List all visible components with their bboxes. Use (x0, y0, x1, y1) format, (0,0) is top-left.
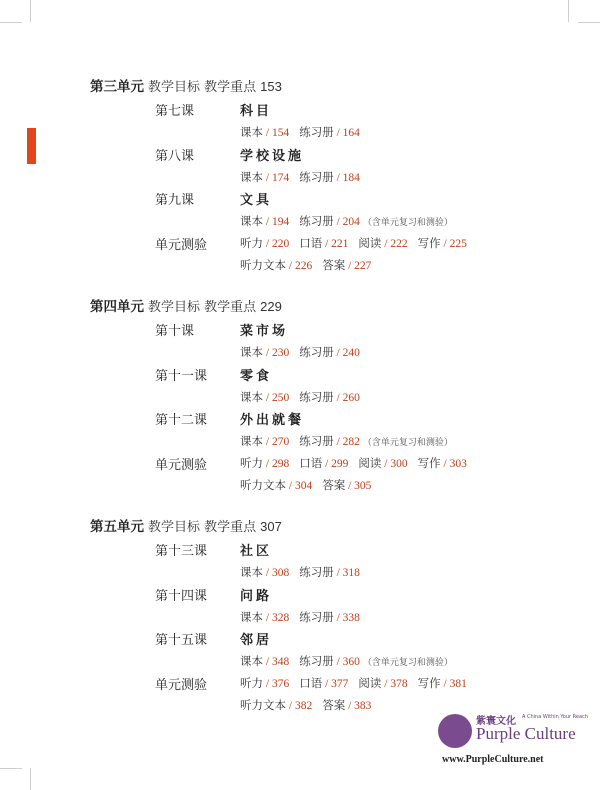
ref-page-number: 376 (271, 678, 290, 690)
ref-page-number: 230 (271, 347, 290, 359)
page-ref: 练习册 / 204 (299, 216, 360, 228)
ref-page-number: 338 (342, 612, 360, 624)
ref-label: 练习册 (299, 656, 334, 668)
lesson-title: 科目 (240, 104, 273, 119)
ref-label: 阅读 (358, 678, 382, 690)
lesson-title: 零食 (240, 369, 273, 384)
unit-test-row (155, 234, 585, 278)
ref-label: 答案 (322, 700, 346, 712)
unit-heading (90, 515, 590, 535)
page-ref: 口语 / 299 (299, 458, 349, 470)
ref-page-number: 305 (354, 480, 372, 492)
ref-label: 课本 (240, 347, 263, 359)
ref-page-number: 222 (390, 238, 408, 250)
unit-subtitle: 教学目标 教学重点 (148, 300, 257, 315)
unit-page-number: 153 (260, 79, 282, 94)
page-ref: 写作 / 303 (417, 458, 467, 470)
ref-label: 写作 (417, 678, 441, 690)
lesson-title: 学校设施 (240, 149, 305, 164)
lesson-row (155, 365, 585, 409)
section-marker (27, 128, 36, 164)
page-ref: 练习册 / 338 (299, 612, 360, 624)
crop-mark (568, 0, 569, 22)
ref-page-number: 240 (342, 347, 360, 359)
ref-label: 练习册 (299, 347, 334, 359)
page-ref: 课本 / 250 (240, 392, 290, 404)
ref-label: 课本 (240, 392, 263, 404)
page-ref: 听力 / 298 (240, 458, 290, 470)
unit-title: 第三单元 (90, 79, 144, 95)
lesson-name: 第八课 (155, 149, 195, 164)
ref-label: 练习册 (299, 612, 334, 624)
ref-label: 练习册 (299, 127, 334, 139)
ref-page-number: 184 (342, 172, 360, 184)
page-refs (240, 213, 453, 229)
lesson-row (155, 100, 585, 144)
ref-page-number: 221 (331, 238, 349, 250)
unit-subtitle: 教学目标 教学重点 (148, 80, 257, 95)
page-ref: 练习册 / 360 (299, 656, 360, 668)
page-ref: 课本 / 328 (240, 612, 290, 624)
crop-mark (0, 22, 22, 23)
ref-label: 写作 (417, 458, 441, 470)
ref-label: 阅读 (358, 238, 382, 250)
ref-page-number: 220 (271, 238, 290, 250)
ref-page-number: 227 (354, 260, 372, 272)
page-ref: 听力文本 / 304 (240, 480, 313, 492)
watermark-logo (436, 712, 586, 772)
page-ref: 练习册 / 240 (299, 347, 360, 359)
logo-english-name: Purple Culture (476, 724, 576, 743)
ref-label: 听力文本 (240, 260, 286, 272)
logo-tagline: A China Within Your Reach (522, 714, 588, 720)
ref-label: 答案 (322, 480, 346, 492)
crop-mark (30, 0, 31, 22)
logo-seal-icon (438, 714, 472, 748)
page-refs (240, 609, 360, 625)
ref-page-number: 282 (342, 436, 360, 448)
lesson-row (155, 145, 585, 189)
page-ref: 听力 / 220 (240, 238, 290, 250)
lesson-row (155, 540, 585, 584)
ref-label: 练习册 (299, 172, 334, 184)
page-ref: 课本 / 194 (240, 216, 290, 228)
logo-url: www.PurpleCulture.net (442, 754, 544, 765)
lesson-name: 第七课 (155, 104, 195, 119)
ref-label: 写作 (417, 238, 441, 250)
ref-label: 口语 (299, 678, 323, 690)
ref-page-number: 260 (342, 392, 360, 404)
unit-title: 第四单元 (90, 299, 144, 315)
lesson-name: 单元测验 (155, 678, 208, 693)
lesson-name: 第十五课 (155, 633, 208, 648)
ref-page-number: 270 (271, 436, 290, 448)
ref-label: 课本 (240, 172, 263, 184)
ref-page-number: 328 (271, 612, 290, 624)
ref-label: 练习册 (299, 216, 334, 228)
ref-label: 阅读 (358, 458, 382, 470)
ref-page-number: 304 (294, 480, 313, 492)
ref-page-number: 194 (271, 216, 290, 228)
page-ref: 写作 / 225 (417, 238, 467, 250)
unit-section (90, 75, 590, 272)
page-ref: 答案 / 227 (322, 260, 372, 272)
unit-heading (90, 295, 590, 315)
ref-label: 听力文本 (240, 480, 286, 492)
ref-label: 听力 (240, 238, 263, 250)
page-ref: 听力文本 / 226 (240, 260, 313, 272)
ref-page-number: 382 (294, 700, 313, 712)
unit-page-number: 229 (260, 299, 282, 314)
page-ref: 练习册 / 260 (299, 392, 360, 404)
ref-label: 听力 (240, 458, 263, 470)
page-ref: 课本 / 308 (240, 567, 290, 579)
ref-page-number: 300 (390, 458, 408, 470)
ref-label: 课本 (240, 436, 263, 448)
lesson-name: 第十二课 (155, 413, 208, 428)
page-refs (240, 344, 360, 360)
ref-page-number: 226 (294, 260, 313, 272)
lesson-name: 单元测验 (155, 458, 208, 473)
lesson-name: 第九课 (155, 193, 195, 208)
ref-page-number: 154 (271, 127, 290, 139)
lesson-row (155, 629, 585, 673)
page-ref: 练习册 / 184 (299, 172, 360, 184)
ref-label: 口语 (299, 458, 323, 470)
logo-chinese-name: 紫寰文化 (476, 716, 516, 727)
lesson-note: （含单元复习和测验） (362, 437, 453, 447)
page-ref: 课本 / 154 (240, 127, 290, 139)
crop-mark (0, 768, 22, 769)
page-ref: 阅读 / 300 (358, 458, 408, 470)
page-ref: 课本 / 174 (240, 172, 290, 184)
lesson-name: 第十三课 (155, 544, 208, 559)
page-refs (240, 235, 467, 251)
page-ref: 写作 / 381 (417, 678, 467, 690)
page-ref: 课本 / 348 (240, 656, 290, 668)
lesson-title: 邻居 (240, 633, 273, 648)
crop-mark (30, 768, 31, 790)
ref-label: 练习册 (299, 392, 334, 404)
ref-label: 口语 (299, 238, 323, 250)
unit-section (90, 295, 590, 492)
ref-page-number: 204 (342, 216, 360, 228)
ref-label: 课本 (240, 612, 263, 624)
lesson-title: 外出就餐 (240, 413, 305, 428)
ref-page-number: 303 (449, 458, 467, 470)
ref-page-number: 378 (390, 678, 408, 690)
page-refs (240, 389, 360, 405)
ref-page-number: 318 (342, 567, 360, 579)
page-ref: 听力 / 376 (240, 678, 290, 690)
page-refs (240, 675, 467, 691)
ref-label: 课本 (240, 567, 263, 579)
page-refs (240, 169, 360, 185)
ref-label: 课本 (240, 656, 263, 668)
page-ref: 答案 / 305 (322, 480, 372, 492)
lesson-row (155, 409, 585, 453)
ref-label: 听力 (240, 678, 263, 690)
ref-page-number: 299 (331, 458, 349, 470)
crop-mark (578, 22, 600, 23)
unit-subtitle: 教学目标 教学重点 (148, 520, 257, 535)
unit-page-number: 307 (260, 519, 282, 534)
page-ref: 课本 / 270 (240, 436, 290, 448)
lesson-name: 第十四课 (155, 589, 208, 604)
ref-page-number: 250 (271, 392, 290, 404)
ref-label: 课本 (240, 216, 263, 228)
lesson-note: （含单元复习和测验） (362, 657, 453, 667)
page-ref: 阅读 / 222 (358, 238, 408, 250)
unit-title: 第五单元 (90, 519, 144, 535)
lesson-name: 第十一课 (155, 369, 208, 384)
ref-label: 练习册 (299, 436, 334, 448)
page-refs (240, 653, 453, 669)
lesson-title: 文具 (240, 193, 273, 208)
ref-page-number: 377 (331, 678, 349, 690)
ref-label: 课本 (240, 127, 263, 139)
page-refs (240, 455, 467, 471)
unit-test-row (155, 454, 585, 498)
lesson-name: 第十课 (155, 324, 195, 339)
ref-page-number: 383 (354, 700, 372, 712)
ref-page-number: 348 (271, 656, 290, 668)
ref-page-number: 298 (271, 458, 290, 470)
unit-heading (90, 75, 590, 95)
page-refs (240, 124, 360, 140)
ref-label: 听力文本 (240, 700, 286, 712)
lesson-title: 问路 (240, 589, 273, 604)
ref-label: 练习册 (299, 567, 334, 579)
page-refs (240, 433, 453, 449)
lesson-title: 菜市场 (240, 324, 289, 339)
ref-page-number: 381 (449, 678, 467, 690)
page-refs (240, 477, 371, 493)
page-ref: 练习册 / 164 (299, 127, 360, 139)
page-ref: 口语 / 221 (299, 238, 349, 250)
ref-page-number: 360 (342, 656, 360, 668)
page-ref: 口语 / 377 (299, 678, 349, 690)
page-ref: 课本 / 230 (240, 347, 290, 359)
page-ref: 阅读 / 378 (358, 678, 408, 690)
page-ref: 答案 / 383 (322, 700, 372, 712)
page-ref: 练习册 / 282 (299, 436, 360, 448)
lesson-row (155, 189, 585, 233)
lesson-note: （含单元复习和测验） (362, 217, 453, 227)
ref-page-number: 225 (449, 238, 467, 250)
ref-page-number: 308 (271, 567, 290, 579)
ref-page-number: 174 (271, 172, 290, 184)
page-ref: 练习册 / 318 (299, 567, 360, 579)
page-refs (240, 257, 371, 273)
page-refs (240, 697, 371, 713)
page-refs (240, 564, 360, 580)
lesson-title: 社区 (240, 544, 273, 559)
lesson-row (155, 320, 585, 364)
lesson-name: 单元测验 (155, 238, 208, 253)
ref-label: 答案 (322, 260, 346, 272)
unit-section (90, 515, 590, 712)
lesson-row (155, 585, 585, 629)
ref-page-number: 164 (342, 127, 360, 139)
page-ref: 听力文本 / 382 (240, 700, 313, 712)
